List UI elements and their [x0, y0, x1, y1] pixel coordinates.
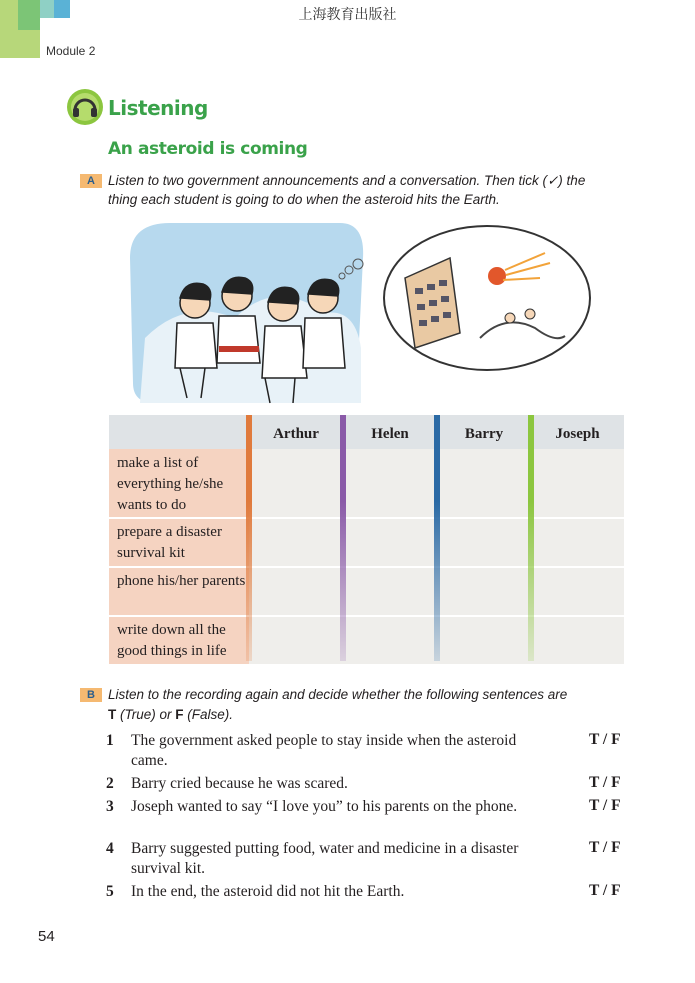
- question-number: 1: [106, 732, 114, 749]
- page-number: 54: [38, 928, 55, 945]
- module-label: Module 2: [46, 44, 96, 58]
- row-divider: [109, 566, 624, 568]
- true-false-choice[interactable]: T / F: [589, 839, 621, 856]
- question-number: 4: [106, 840, 114, 857]
- publisher-name: 上海教育出版社: [298, 7, 397, 23]
- column-header-barry: Barry: [437, 415, 531, 449]
- part-a-tag: A: [80, 174, 102, 188]
- row-divider: [109, 615, 624, 617]
- true-false-choice[interactable]: T / F: [589, 797, 621, 814]
- row-label: make a list of everything he/she wants to do: [109, 449, 249, 518]
- column-header-helen: Helen: [343, 415, 437, 449]
- section-subtitle: An asteroid is coming: [108, 139, 308, 159]
- row-label: phone his/her parents: [109, 567, 249, 616]
- column-header-joseph: Joseph: [531, 415, 624, 449]
- false-letter: F: [175, 707, 184, 722]
- row-label: prepare a disaster survival kit: [109, 518, 249, 567]
- question-number: 2: [106, 775, 114, 792]
- column-bar-helen: [340, 415, 346, 661]
- question-text: The government asked people to stay inside when the asteroid came.: [131, 732, 517, 769]
- part-b-instruction-line1: Listen to the recording again and decide whether the following sentences are: [108, 687, 568, 702]
- column-bar-joseph: [528, 415, 534, 661]
- question-text: Barry cried because he was scared.: [131, 775, 348, 792]
- activity-table: [109, 415, 624, 664]
- table-header-blank: [109, 415, 249, 449]
- headphones-icon: [66, 88, 104, 126]
- true-letter: T: [108, 707, 117, 722]
- question-text: Joseph wanted to say “I love you” to his parents on the phone.: [131, 798, 518, 815]
- question-number: 3: [106, 798, 114, 815]
- row-divider: [109, 517, 624, 519]
- column-bar-arthur: [246, 415, 252, 661]
- question-text: Barry suggested putting food, water and medicine in a disaster survival kit.: [131, 840, 519, 877]
- row-label: write down all the good things in life: [109, 616, 249, 664]
- true-false-choice[interactable]: T / F: [589, 882, 621, 899]
- students-asteroid-illustration: [125, 218, 595, 406]
- question-text: In the end, the asteroid did not hit the Earth.: [131, 883, 405, 900]
- question-number: 5: [106, 883, 114, 900]
- part-a-instruction-line2: thing each student is going to do when the asteroid hits the Earth.: [108, 192, 500, 207]
- column-bar-barry: [434, 415, 440, 661]
- true-false-choice[interactable]: T / F: [589, 774, 621, 791]
- part-b-tag: B: [80, 688, 102, 702]
- true-false-choice[interactable]: T / F: [589, 731, 621, 748]
- section-title: Listening: [108, 96, 208, 120]
- part-b-instruction-line2: [108, 705, 233, 724]
- part-a-instruction-line1: Listen to two government announcements and a conversation. Then tick (✓) the: [108, 173, 586, 188]
- column-header-arthur: Arthur: [249, 415, 343, 449]
- instruction-mid: (True) or: [116, 707, 176, 722]
- instruction-end: (False).: [183, 707, 234, 722]
